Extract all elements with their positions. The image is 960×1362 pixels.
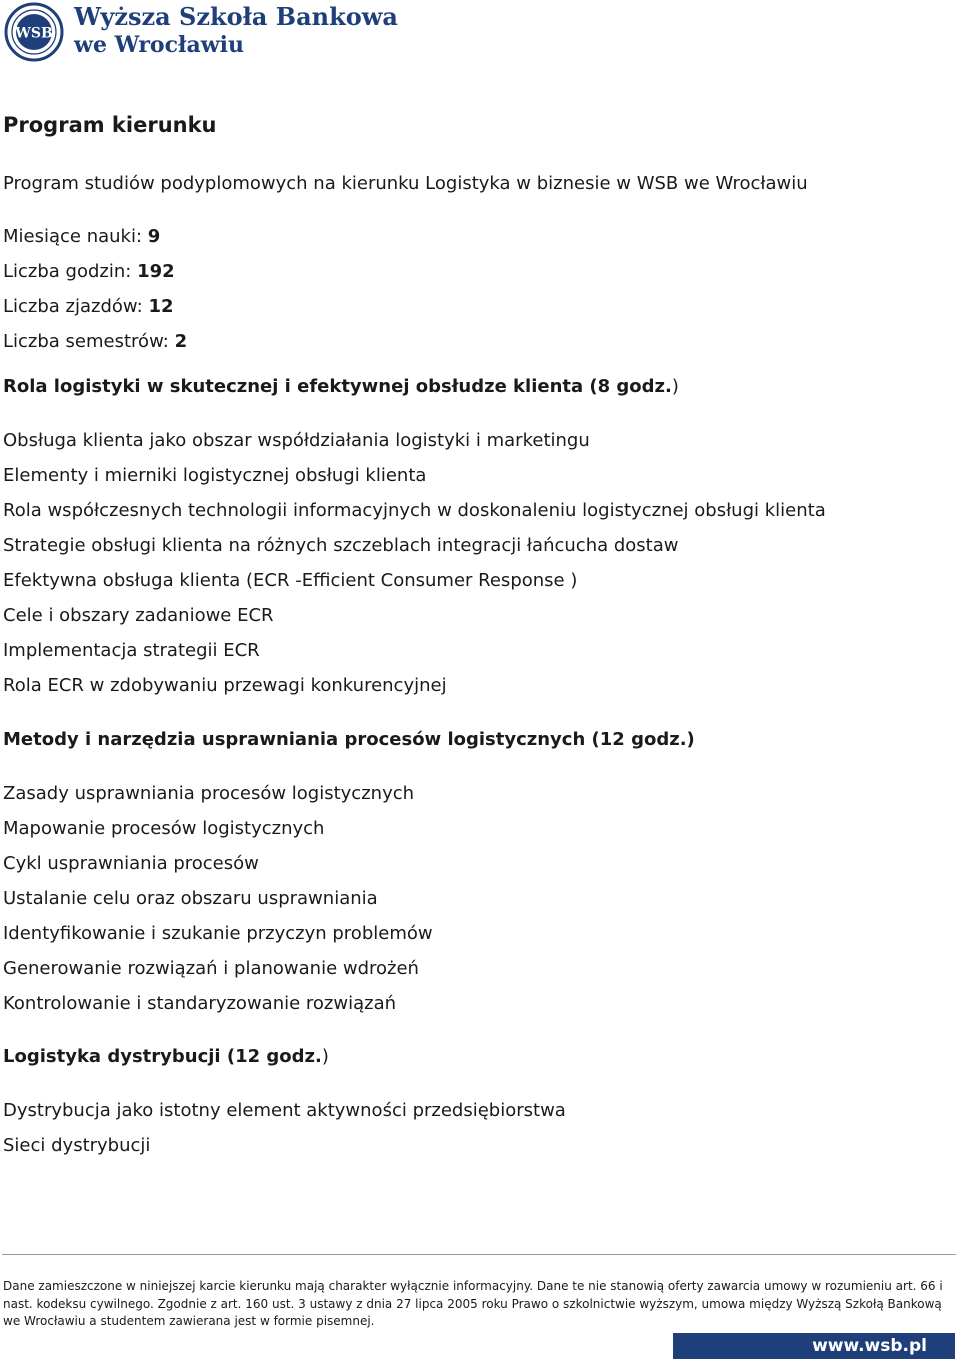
seal-text: WSB bbox=[15, 25, 53, 42]
university-name-line1: Wyższa Szkoła Bankowa bbox=[74, 2, 398, 31]
stat-label: Miesiące nauki: bbox=[3, 226, 148, 247]
topic-item: Dystrybucja jako istotny element aktywności przedsiębiorstwa bbox=[3, 1100, 566, 1121]
stat-item bbox=[3, 257, 187, 292]
section-title-closing: ) bbox=[671, 376, 679, 397]
section-title-text: Logistyka dystrybucji (12 godz. bbox=[3, 1046, 322, 1067]
stat-value: 12 bbox=[148, 296, 174, 317]
footer-disclaimer: Dane zamieszczone w niniejszej karcie kierunku mają charakter wyłącznie informacyjny. Dane te nie stanowią oferty zawarcia umowy w rozumieniu art. 66 i nast. kodeksu cywilnego. Zgodnie z art. 160 ust. 3 ustawy z dnia 27 lipca 2005 roku Prawo o szkolnictwie wyższym, umowa między Wyższą Szkołą Bankową we Wrocławiu a studentem zawierana jest w formie pisemnej. bbox=[3, 1279, 943, 1328]
course-section bbox=[3, 374, 953, 708]
section-title-text: Metody i narzędzia usprawniania procesów logistycznych (12 godz.) bbox=[3, 729, 695, 750]
stat-item bbox=[3, 222, 187, 257]
topic-item: Rola współczesnych technologii informacyjnych w doskonaleniu logistycznej obsługi klienta bbox=[3, 500, 826, 521]
topic-item: Cele i obszary zadaniowe ECR bbox=[3, 605, 274, 626]
section-title-closing: ) bbox=[321, 1046, 329, 1067]
stat-item bbox=[3, 292, 187, 327]
section-title bbox=[3, 727, 953, 781]
topic-item: Generowanie rozwiązań i planowanie wdrożeń bbox=[3, 958, 419, 979]
stat-value: 9 bbox=[147, 226, 161, 247]
stat-value: 2 bbox=[174, 331, 188, 352]
university-name-line2: we Wrocławiu bbox=[74, 32, 244, 58]
topic-item: Zasady usprawniania procesów logistycznych bbox=[3, 783, 415, 804]
stat-item bbox=[3, 327, 187, 362]
page-title: Program kierunku bbox=[3, 113, 217, 137]
program-intro: Program studiów podyplomowych na kierunku Logistyka w biznesie w WSB we Wrocławiu bbox=[3, 173, 808, 194]
stat-label: Liczba godzin: bbox=[3, 261, 138, 282]
stat-label: Liczba zjazdów: bbox=[3, 296, 149, 317]
topic-item: Obsługa klienta jako obszar współdziałania logistyki i marketingu bbox=[3, 430, 590, 451]
topic-list bbox=[3, 1098, 953, 1168]
section-title bbox=[3, 1044, 953, 1098]
topic-item: Sieci dystrybucji bbox=[3, 1135, 151, 1156]
topic-item: Mapowanie procesów logistycznych bbox=[3, 818, 325, 839]
university-seal-icon bbox=[4, 2, 66, 64]
course-section bbox=[3, 1044, 953, 1168]
topic-item: Cykl usprawniania procesów bbox=[3, 853, 259, 874]
university-name bbox=[74, 2, 398, 60]
section-title-text: Rola logistyki w skutecznej i efektywnej obsłudze klienta (8 godz. bbox=[3, 376, 672, 397]
topic-item: Efektywna obsługa klienta (ECR -Efficient Consumer Response ) bbox=[3, 570, 578, 591]
footer-divider bbox=[2, 1254, 956, 1255]
stat-value: 192 bbox=[137, 261, 175, 282]
topic-list bbox=[3, 781, 953, 1026]
topic-item: Rola ECR w zdobywaniu przewagi konkurencyjnej bbox=[3, 675, 447, 696]
website-link[interactable]: www.wsb.pl bbox=[673, 1333, 955, 1359]
topic-item: Identyfikowanie i szukanie przyczyn problemów bbox=[3, 923, 433, 944]
topic-item: Ustalanie celu oraz obszaru usprawniania bbox=[3, 888, 378, 909]
header-logo bbox=[4, 2, 404, 64]
topic-item: Implementacja strategii ECR bbox=[3, 640, 260, 661]
topic-item: Elementy i mierniki logistycznej obsługi klienta bbox=[3, 465, 427, 486]
topic-item: Kontrolowanie i standaryzowanie rozwiązań bbox=[3, 993, 397, 1014]
section-title bbox=[3, 374, 953, 428]
course-section bbox=[3, 727, 953, 1026]
topic-list bbox=[3, 428, 953, 708]
topic-item: Strategie obsługi klienta na różnych szczeblach integracji łańcucha dostaw bbox=[3, 535, 679, 556]
program-stats bbox=[3, 222, 187, 362]
stat-label: Liczba semestrów: bbox=[3, 331, 175, 352]
